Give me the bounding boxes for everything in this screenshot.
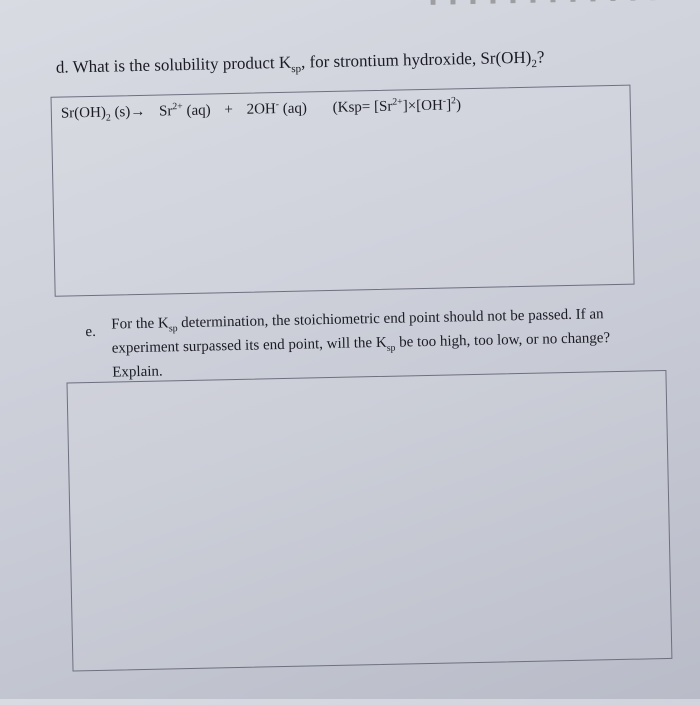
question-d-text-3: ? <box>536 47 545 67</box>
formula-subscript: 2 <box>531 58 538 71</box>
answer-box-e[interactable] <box>67 370 673 672</box>
product-hydroxide-ion: 2OH- (aq) <box>246 99 308 118</box>
top-edge-marks <box>431 0 681 5</box>
ksp-expression: $(Ksp= [Sr^{2+}]\times[OH^-]^2)$ <box>332 95 462 116</box>
ksp-subscript: sp <box>291 62 302 76</box>
question-e-line-1: For the $K_{sp}$ determination, the stoichiometric end point should not be passed. If an <box>111 306 604 335</box>
question-e-line-3: Explain. <box>112 363 163 381</box>
question-d-text-2: , for strontium hydroxide, Sr(OH) <box>300 47 532 72</box>
question-d-text-1: What is the solubility product K <box>72 52 292 77</box>
question-d-marker: d. <box>55 57 69 77</box>
reactant-formula: $Sr(OH)_2$ (s)→ <box>60 103 146 124</box>
question-d-prompt <box>56 44 676 85</box>
plus-sign: + <box>224 101 234 119</box>
product-strontium-ion: $Sr^{2+}$ (aq) <box>158 101 211 120</box>
question-e-marker: e. <box>85 323 97 341</box>
question-e-line-2: experiment surpassed its end point, will the $K_{sp}$ be too high, too low, or no change? <box>111 330 611 357</box>
